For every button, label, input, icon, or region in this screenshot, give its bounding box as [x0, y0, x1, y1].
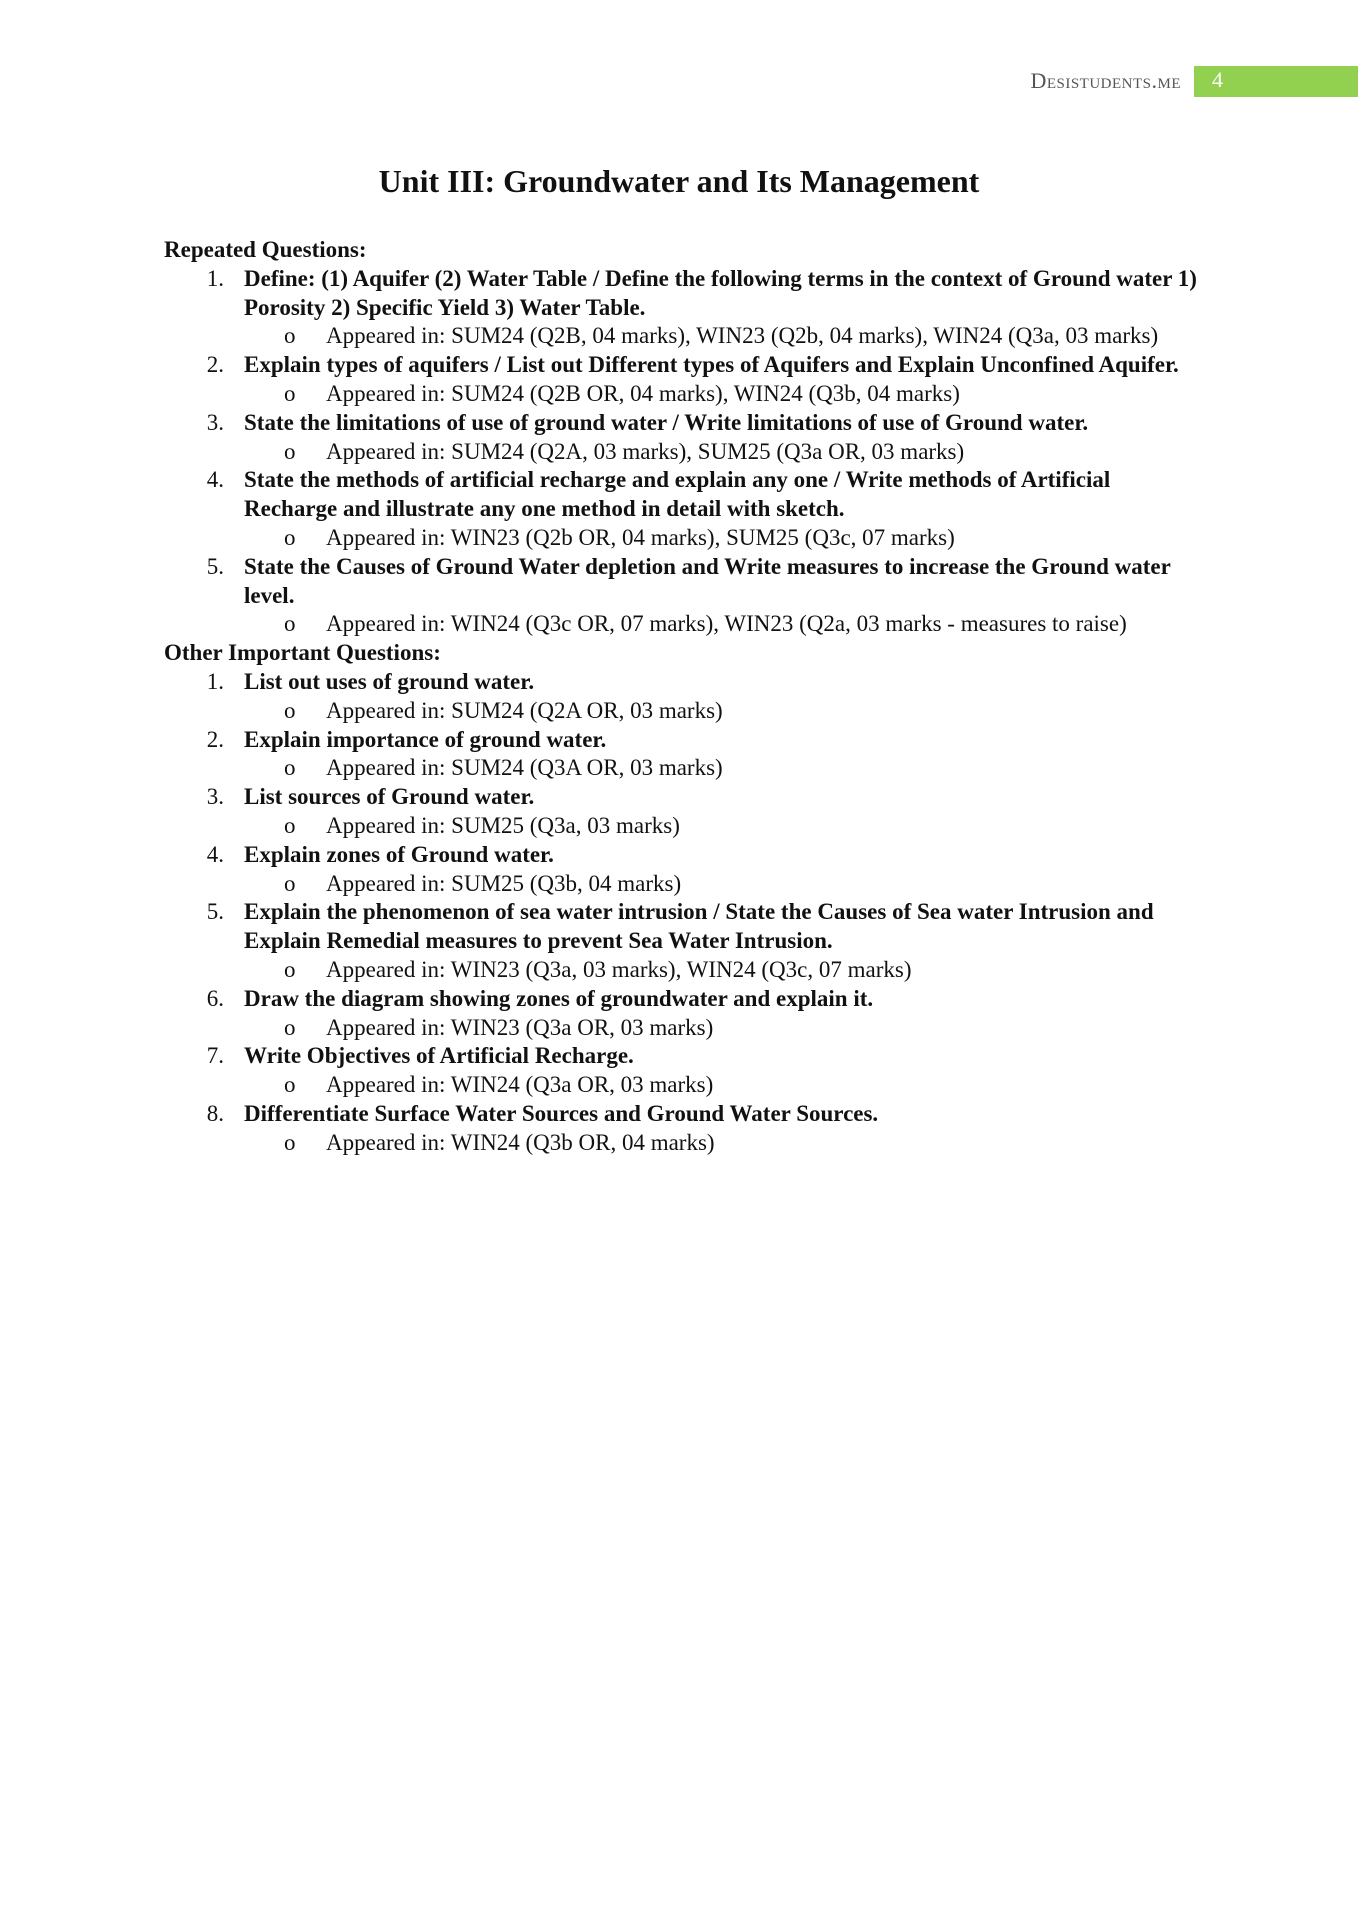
appearance-text: Appeared in: WIN23 (Q2b OR, 04 marks), SUM25 (Q3c, 07 marks) [326, 524, 955, 550]
appearance-item [164, 1014, 1198, 1043]
question-item [164, 351, 1198, 380]
appearance-text: Appeared in: SUM24 (Q2A, 03 marks), SUM25 (Q3a OR, 03 marks) [326, 438, 965, 464]
appearance-text: Appeared in: WIN24 (Q3b OR, 04 marks) [326, 1129, 715, 1155]
header-site-name: Desistudents.me [1030, 68, 1181, 93]
appearance-text: Appeared in: SUM25 (Q3b, 04 marks) [326, 870, 682, 896]
question-text: Draw the diagram showing zones of groundwater and explain it. [244, 985, 874, 1011]
appearance-text: Appeared in: WIN24 (Q3c OR, 07 marks), WIN23 (Q2a, 03 marks - measures to raise) [326, 611, 1127, 637]
appearance-item [164, 697, 1198, 726]
question-number: 8. [206, 1100, 224, 1126]
appearance-item [164, 380, 1198, 409]
appearance-item [164, 870, 1198, 899]
header-page-bar [1194, 66, 1358, 97]
question-text: Explain importance of ground water. [244, 726, 607, 752]
question-text: List sources of Ground water. [244, 784, 535, 810]
section-other [164, 639, 1198, 1157]
appearance-text: Appeared in: WIN24 (Q3a OR, 03 marks) [326, 1072, 714, 1098]
question-item [164, 985, 1198, 1014]
appearance-text: Appeared in: WIN23 (Q3a OR, 03 marks) [326, 1014, 714, 1040]
question-number: 1. [206, 265, 224, 291]
question-number: 6. [206, 985, 224, 1011]
question-item [164, 409, 1198, 438]
appearance-text: Appeared in: SUM25 (Q3a, 03 marks) [326, 812, 680, 838]
bullet-icon: o [284, 438, 296, 464]
appearance-item [164, 812, 1198, 841]
question-text: Explain types of aquifers / List out Different types of Aquifers and Explain Unconfined Aquifer. [244, 352, 1179, 378]
question-number: 1. [206, 668, 224, 694]
bullet-icon: o [284, 697, 296, 723]
question-number: 3. [206, 784, 224, 810]
page-number: 4 [1212, 67, 1223, 92]
question-text: Explain zones of Ground water. [244, 841, 554, 867]
appearance-item [164, 1129, 1198, 1158]
question-text: State the limitations of use of ground water / Write limitations of use of Ground water. [244, 409, 1089, 435]
question-item [164, 668, 1198, 697]
appearance-text: Appeared in: SUM24 (Q2A OR, 03 marks) [326, 697, 723, 723]
question-number: 2. [206, 352, 224, 378]
appearance-text: Appeared in: WIN23 (Q3a, 03 marks), WIN24 (Q3c, 07 marks) [326, 956, 912, 982]
appearance-item [164, 438, 1198, 467]
question-item [164, 265, 1198, 323]
question-item [164, 1042, 1198, 1071]
bullet-icon: o [284, 870, 296, 896]
appearance-text: Appeared in: SUM24 (Q2B, 04 marks), WIN23 (Q2b, 04 marks), WIN24 (Q3a, 03 marks) [326, 323, 1159, 349]
appearance-text: Appeared in: SUM24 (Q3A OR, 03 marks) [326, 755, 723, 781]
question-item [164, 553, 1198, 611]
appearance-item [164, 1071, 1198, 1100]
question-text: State the Causes of Ground Water depletion and Write measures to increase the Ground water level. [244, 553, 1171, 608]
appearance-item [164, 610, 1198, 639]
question-item [164, 726, 1198, 755]
bullet-icon: o [284, 956, 296, 982]
question-text: Explain the phenomenon of sea water intrusion / State the Causes of Sea water Intrusion and Explain Remedial measures to prevent Sea Water Intrusion. [244, 899, 1154, 954]
bullet-icon: o [284, 1072, 296, 1098]
appearance-item [164, 754, 1198, 783]
bullet-icon: o [284, 323, 296, 349]
bullet-icon: o [284, 524, 296, 550]
question-number: 7. [206, 1043, 224, 1069]
question-text: Write Objectives of Artificial Recharge. [244, 1043, 634, 1069]
question-number: 4. [206, 467, 224, 493]
question-item [164, 841, 1198, 870]
document-body [164, 236, 1198, 1158]
question-text: Define: (1) Aquifer (2) Water Table / Define the following terms in the context of Ground water 1) Porosity 2) Specific Yield 3) Water Table. [244, 265, 1197, 320]
section-repeated [164, 236, 1198, 639]
bullet-icon: o [284, 755, 296, 781]
bullet-icon: o [284, 380, 296, 406]
appearance-item [164, 956, 1198, 985]
section-heading: Repeated Questions: [164, 237, 367, 262]
question-item [164, 898, 1198, 956]
appearance-item [164, 322, 1198, 351]
question-number: 2. [206, 726, 224, 752]
question-text: State the methods of artificial recharge and explain any one / Write methods of Artificial Recharge and illustrate any one method in detail with sketch. [244, 467, 1111, 522]
section-heading: Other Important Questions: [164, 640, 441, 666]
page-title: Unit III: Groundwater and Its Management [378, 163, 980, 199]
question-number: 4. [206, 841, 224, 867]
appearance-item [164, 524, 1198, 553]
question-item [164, 466, 1198, 524]
bullet-icon: o [284, 812, 296, 838]
question-item [164, 1100, 1198, 1129]
question-text: List out uses of ground water. [244, 668, 535, 694]
question-text: Differentiate Surface Water Sources and Ground Water Sources. [244, 1100, 879, 1126]
question-number: 3. [206, 409, 224, 435]
bullet-icon: o [284, 611, 296, 637]
bullet-icon: o [284, 1014, 296, 1040]
appearance-text: Appeared in: SUM24 (Q2B OR, 04 marks), WIN24 (Q3b, 04 marks) [326, 380, 960, 406]
question-number: 5. [206, 553, 224, 579]
question-item [164, 783, 1198, 812]
bullet-icon: o [284, 1129, 296, 1155]
question-number: 5. [206, 899, 224, 925]
